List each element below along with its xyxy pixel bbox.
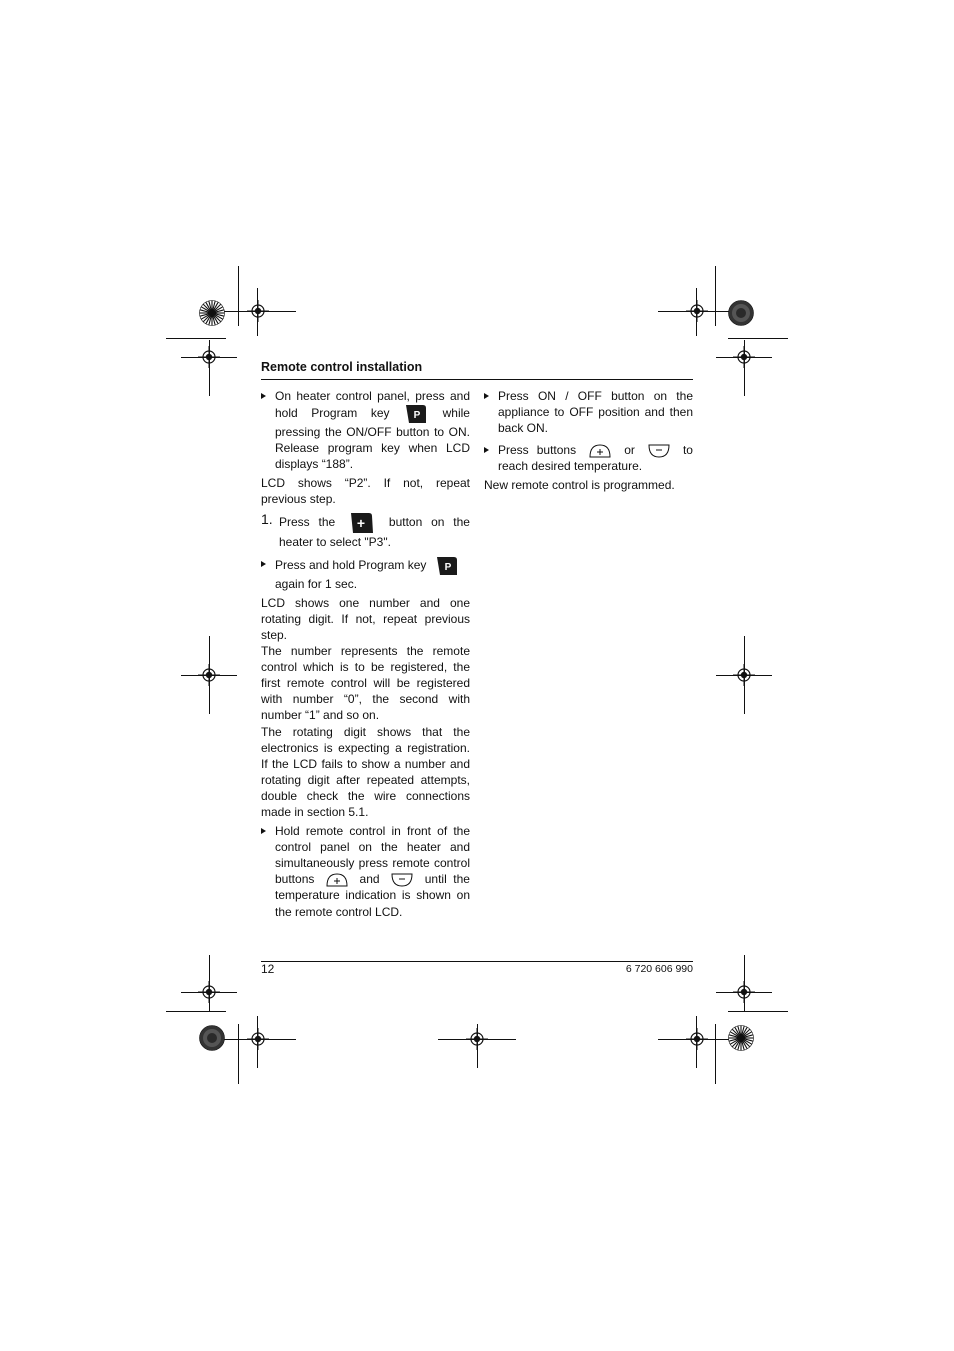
step-text: On heater control panel, press and hold Program key [275, 389, 470, 421]
instruction-step [484, 442, 693, 474]
plus-key-label: + [356, 514, 366, 531]
paragraph: LCD shows one number and one rotating digit. If not, repeat previous step. [261, 595, 470, 642]
footer-rule [261, 961, 693, 962]
program-key-icon [405, 404, 427, 424]
star-target-icon [199, 1025, 225, 1051]
step-text: button on the heater to select "P3". [279, 514, 470, 549]
paragraph: The rotating digit shows that the electronics is expecting a registration. If the LCD fails to show a number and rotating digit after repeated attempts, double check the wire connections made in section 5.1. [261, 724, 470, 819]
crop-mark [728, 1011, 788, 1012]
crop-mark [257, 1016, 258, 1068]
paragraph: LCD shows “P2”. If not, repeat previous step. [261, 476, 470, 507]
left-column [261, 388, 470, 923]
paragraph: The number represents the remote control which is to be registered, the first remote control will be registered with number “0”, the second with number “1” and so on. [261, 644, 470, 723]
star-target-icon [199, 300, 225, 326]
crop-mark [209, 340, 210, 396]
remote-plus-button-icon [326, 873, 348, 887]
instruction-step [261, 556, 470, 592]
crop-mark [658, 311, 736, 312]
step-text: to reach desired temperature. [498, 443, 693, 474]
program-key-label: P [444, 561, 452, 573]
crop-mark [744, 340, 745, 396]
crop-mark [696, 288, 697, 336]
program-key-icon [436, 556, 458, 576]
step-text: again for 1 sec. [275, 576, 358, 591]
page-number: 12 [261, 962, 275, 976]
star-target-icon [728, 300, 754, 326]
step-text: Press the [279, 514, 336, 529]
bullet-arrow-icon [261, 393, 266, 399]
crop-mark [209, 955, 210, 1011]
instruction-step [261, 388, 470, 472]
right-column [484, 388, 693, 497]
crop-mark [715, 1024, 716, 1084]
crop-mark [744, 955, 745, 1011]
page-title: Remote control installation [261, 360, 423, 374]
crop-mark [166, 338, 226, 339]
step-text: Press ON / OFF button on the appliance to OFF position and then back ON. [498, 389, 693, 436]
crop-mark [238, 1024, 239, 1084]
header-rule [261, 379, 693, 380]
remote-minus-button-icon [391, 873, 413, 887]
paragraph: New remote control is programmed. [484, 478, 675, 493]
crop-mark [477, 1024, 478, 1068]
step-text: Hold remote control in front of the control panel on the heater and simultaneously press remote control buttons [275, 824, 470, 887]
crop-mark [166, 1011, 226, 1012]
remote-plus-button-icon [589, 444, 611, 458]
crop-mark [728, 338, 788, 339]
instruction-step [484, 388, 693, 436]
bullet-arrow-icon [484, 447, 489, 453]
step-number: 1. [261, 510, 273, 527]
bullet-arrow-icon [484, 393, 489, 399]
crop-mark [658, 1039, 736, 1040]
crop-mark [744, 636, 745, 714]
step-text: Press and hold Program key [275, 557, 427, 572]
program-key-label: P [413, 410, 421, 422]
document-number: 6 720 606 990 [625, 963, 693, 975]
crop-mark [209, 636, 210, 714]
crop-mark [257, 288, 258, 336]
star-target-icon [728, 1025, 754, 1051]
step-text: Press buttons [498, 443, 577, 458]
remote-minus-button-icon [648, 444, 670, 458]
step-text: and [359, 872, 380, 887]
crop-mark [238, 266, 239, 326]
instruction-step [261, 823, 470, 920]
numbered-step [261, 512, 470, 550]
step-text: or [624, 443, 635, 458]
crop-mark [715, 266, 716, 326]
bullet-arrow-icon [261, 828, 266, 834]
step-text: while pressing the ON/OFF button to ON. Release program key when LCD displays “188”. [275, 406, 470, 472]
step-text: until the temperature indication is shown on the remote control LCD. [275, 872, 470, 919]
crop-mark [696, 1016, 697, 1068]
plus-key-icon [350, 512, 374, 534]
bullet-arrow-icon [261, 561, 266, 567]
